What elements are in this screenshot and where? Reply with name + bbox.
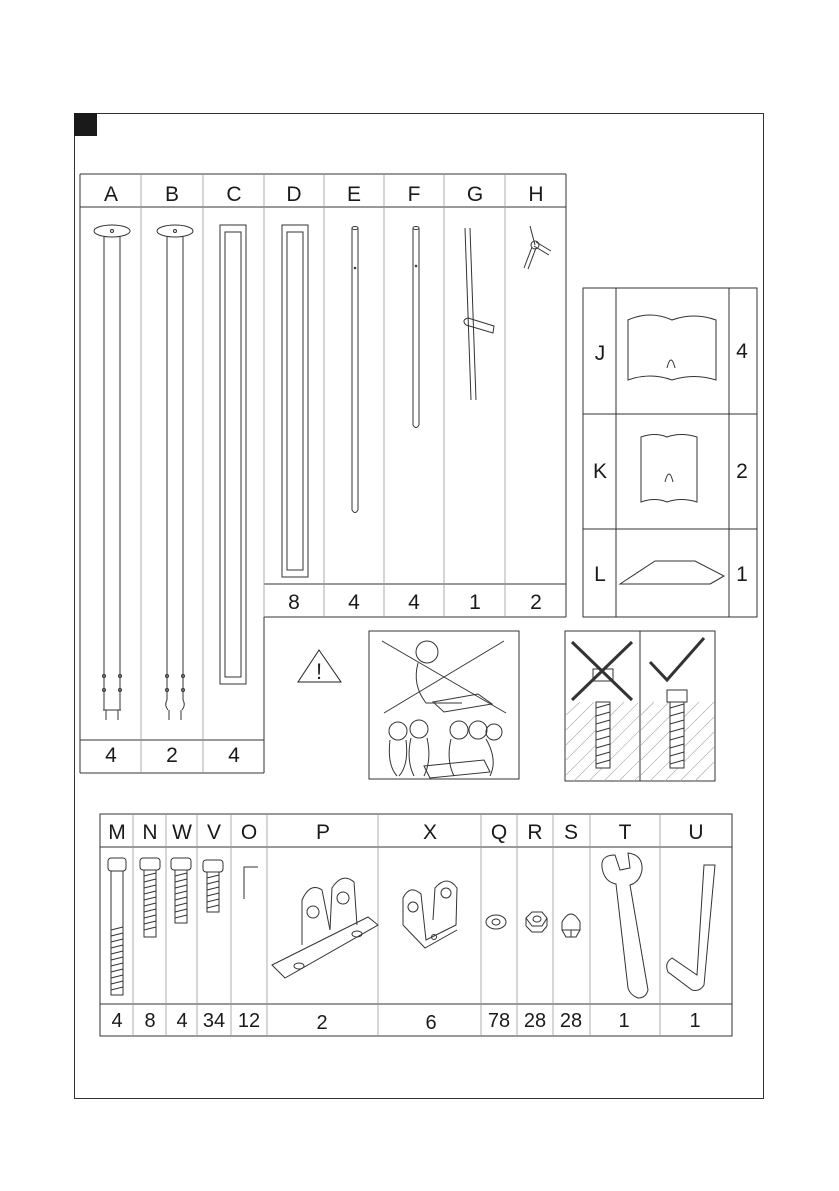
panel-qty-k: 2 (736, 460, 748, 483)
panel-letter-l: L (594, 563, 606, 586)
two-person-assembly-illustration (369, 631, 519, 779)
bolt-v (203, 860, 223, 912)
panel-k-illustration (641, 435, 697, 503)
hw-qty-v: 34 (202, 1010, 226, 1032)
bolt-w (171, 858, 191, 923)
part-g-rod (464, 228, 494, 400)
hw-qty-u: 1 (689, 1010, 701, 1032)
hw-letter-n: N (142, 821, 158, 844)
hw-letter-v: V (206, 821, 222, 844)
panel-l-roof-illustration (620, 561, 724, 584)
panel-qty-l: 1 (736, 563, 748, 586)
hw-qty-n: 8 (144, 1010, 156, 1032)
part-qty-d: 8 (288, 591, 300, 614)
bolt-m (108, 858, 126, 995)
bolt-n (140, 858, 160, 937)
part-letter-f: F (407, 183, 421, 206)
hw-letter-t: T (618, 821, 632, 844)
part-qty-a: 4 (105, 744, 117, 767)
hw-qty-o: 12 (237, 1010, 261, 1032)
hw-letter-q: Q (490, 821, 508, 844)
hw-qty-p: 2 (316, 1012, 328, 1034)
panel-qty-j: 4 (736, 340, 748, 363)
part-f-rod (413, 227, 419, 428)
part-qty-g: 1 (469, 591, 481, 614)
part-a-leg (94, 225, 130, 720)
panel-letter-k: K (592, 460, 608, 483)
hw-qty-s: 28 (559, 1010, 583, 1032)
hw-letter-m: M (108, 821, 126, 844)
panel-j-illustration (628, 315, 716, 380)
bracket-x (403, 881, 457, 948)
hw-letter-s: S (563, 821, 579, 844)
hw-letter-r: R (527, 821, 543, 844)
part-letter-e: E (346, 183, 362, 206)
hw-qty-r: 28 (523, 1010, 547, 1032)
long-parts-table (80, 174, 566, 773)
hw-qty-t: 1 (618, 1010, 630, 1032)
part-letter-c: C (226, 183, 242, 206)
part-letter-d: D (286, 183, 302, 206)
hw-qty-m: 4 (111, 1010, 123, 1032)
part-qty-h: 2 (530, 591, 542, 614)
cap-nut-s (562, 914, 580, 937)
wrench-t (602, 853, 648, 998)
panels-table (583, 288, 757, 617)
part-qty-f: 4 (408, 591, 420, 614)
washer-q (486, 915, 506, 929)
hw-letter-u: U (688, 821, 704, 844)
part-b-leg (157, 225, 193, 720)
part-letter-h: H (528, 183, 544, 206)
part-c-frame (220, 225, 246, 684)
part-qty-e: 4 (348, 591, 360, 614)
allen-key-u (667, 865, 715, 990)
part-h-connector (524, 226, 551, 269)
hw-letter-p: P (315, 821, 331, 844)
part-letter-a: A (103, 183, 119, 206)
nut-r (526, 912, 547, 932)
part-letter-b: B (164, 183, 180, 206)
hw-qty-q: 78 (487, 1010, 511, 1032)
part-letter-g: G (466, 183, 484, 206)
pin-o (244, 867, 258, 899)
part-qty-c: 4 (228, 744, 240, 767)
screw-tightening-illustration (565, 631, 715, 781)
warning-symbol: ! (315, 659, 323, 684)
panel-letter-j: J (594, 342, 606, 365)
part-e-rod (352, 227, 358, 513)
part-d-frame (282, 225, 308, 577)
hw-qty-w: 4 (176, 1010, 188, 1032)
hw-letter-o: O (240, 821, 258, 844)
bracket-p (272, 878, 378, 978)
hw-qty-x: 6 (425, 1012, 437, 1034)
hw-letter-w: W (172, 821, 192, 844)
part-qty-b: 2 (166, 744, 178, 767)
hw-letter-x: X (422, 821, 438, 844)
